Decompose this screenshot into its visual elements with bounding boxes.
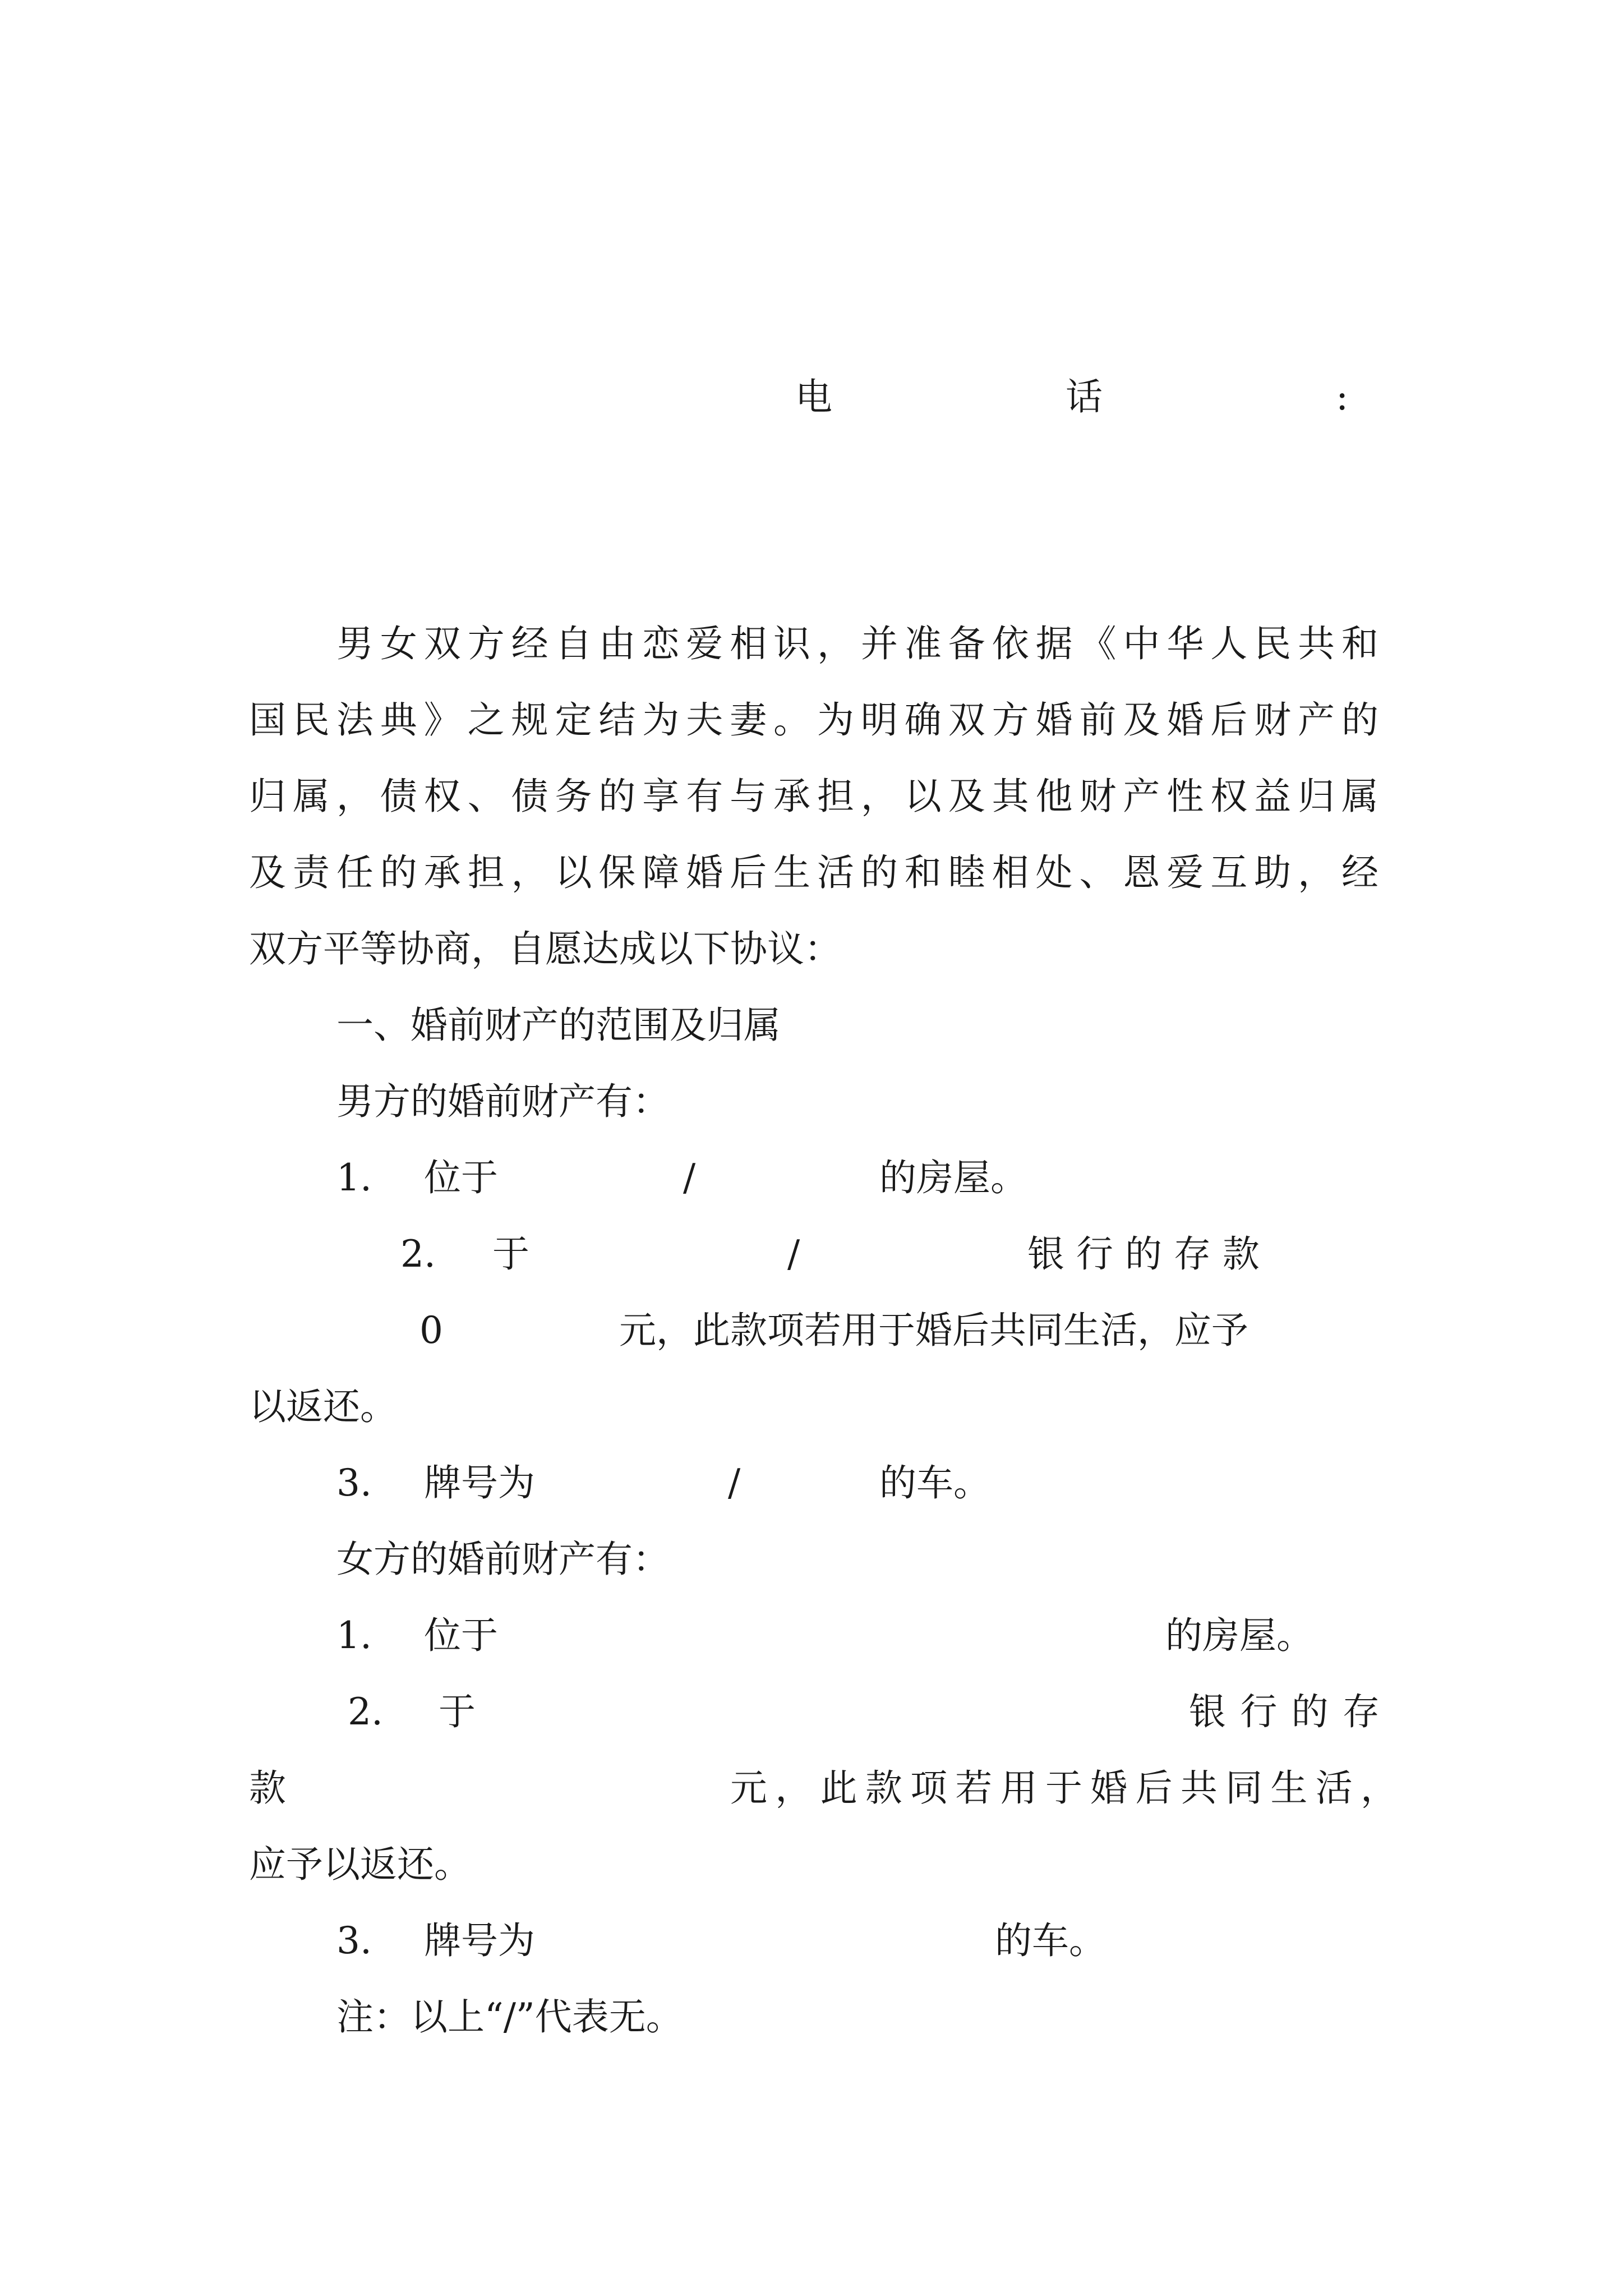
female-deposit-prefix: 于	[439, 1690, 476, 1733]
preamble-line-3: 归属，债权、债务的享有与承担，以及其他财产性权益归属	[249, 775, 1378, 818]
male-deposit-wrap: 以返还。	[249, 1385, 397, 1428]
male-house-prefix: 位于	[424, 1156, 498, 1199]
female-deposit-bank-label: 银行的存	[1189, 1690, 1380, 1733]
male-deposit-prefix: 于	[492, 1232, 529, 1276]
male-car-num: 3.	[336, 1461, 372, 1504]
female-car-suffix: 的车。	[995, 1919, 1106, 1962]
male-deposit-bank-value: /	[787, 1232, 800, 1276]
preamble-line-5: 双方平等协商，自愿达成以下协议：	[249, 927, 841, 970]
note-line: 注：以上“/”代表无。	[336, 1995, 683, 2039]
male-car-prefix: 牌号为	[424, 1461, 535, 1504]
male-house-suffix: 的房屋。	[879, 1156, 1027, 1199]
male-car-value: /	[728, 1461, 741, 1504]
male-deposit-num: 2.	[400, 1232, 436, 1276]
female-deposit-num: 2.	[348, 1690, 383, 1733]
female-house-num: 1.	[336, 1614, 372, 1657]
male-deposit-bank-label: 银 行 的 存 款	[1027, 1232, 1260, 1276]
preamble-line-2: 国民法典》之规定结为夫妻。为明确双方婚前及婚后财产的	[249, 698, 1378, 742]
section-heading: 一、婚前财产的范围及归属	[336, 1004, 781, 1047]
phone-label-char-1: 电	[795, 375, 832, 418]
female-house-prefix: 位于	[424, 1614, 498, 1657]
female-house-suffix: 的房屋。	[1165, 1614, 1313, 1657]
female-heading: 女方的婚前财产有：	[336, 1538, 670, 1581]
preamble-line-1: 男女双方经自由恋爱相识，并准备依据《中华人民共和	[336, 622, 1378, 665]
male-house-num: 1.	[336, 1156, 372, 1199]
preamble-line-4: 及责任的承担，以保障婚后生活的和睦相处、恩爱互助，经	[249, 851, 1378, 894]
male-car-suffix: 的车。	[879, 1461, 990, 1504]
female-deposit-amount-suffix: 元，此款项若用于婚后共同生活，	[730, 1766, 1398, 1810]
male-house-value: /	[683, 1156, 696, 1199]
female-car-prefix: 牌号为	[424, 1919, 535, 1962]
phone-colon: :	[1336, 375, 1349, 418]
male-deposit-amount: 0	[419, 1309, 443, 1352]
female-car-num: 3.	[336, 1919, 372, 1962]
female-deposit-wrap: 应予以返还。	[249, 1843, 471, 1886]
female-deposit-kuan: 款	[249, 1766, 286, 1810]
male-heading: 男方的婚前财产有：	[336, 1080, 670, 1123]
male-deposit-amount-suffix: 元，此款项若用于婚后共同生活，应予	[619, 1309, 1248, 1352]
phone-label-char-2: 话	[1066, 375, 1103, 418]
